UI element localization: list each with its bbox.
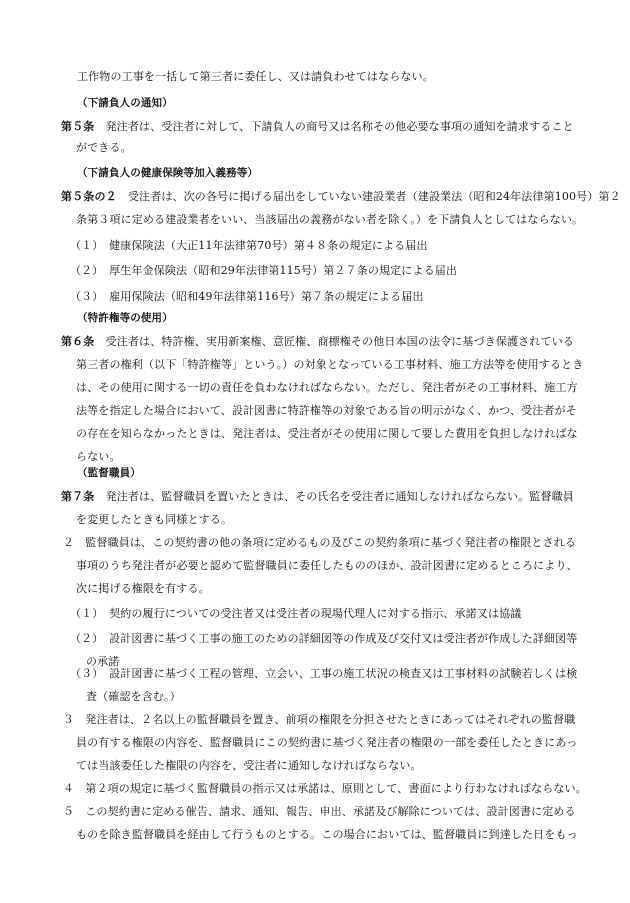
section-heading: （監督職員） bbox=[77, 467, 141, 479]
section-heading: （下請負人の健康保険等加入義務等） bbox=[77, 167, 259, 179]
text-line: 工作物の工事を一括して第三者に委任し、又は請負わせてはならない。 bbox=[77, 70, 434, 83]
article-line: 第６条 受注者は、特許権、実用新案権、意匠権、商標権その他日本国の法令に基づき保護されている bbox=[61, 335, 574, 348]
text-line: を変更したときも同様とする。 bbox=[76, 513, 233, 526]
text-line: の存在を知らなかったときは、発注者は、受注者がその使用に関して要した費用を負担しなければな bbox=[76, 427, 578, 440]
text-line: 査（確認を含む。） bbox=[86, 690, 181, 703]
text-line: 員の有する権限の内容を、監督職員にこの契約書に基づく発注者の権限の一部を委任したときにあっ bbox=[76, 736, 578, 749]
list-item: （２） 厚生年金保険法（昭和29年法律第115号）第２７条の規定による届出 bbox=[70, 264, 458, 277]
paragraph-line: ２ 監督職員は、この契約書の他の条項に定めるもの及びこの契約条項に基づく発注者の権限とされる bbox=[63, 536, 576, 549]
article-line: 第７条 発注者は、監督職員を置いたときは、その氏名を受注者に通知しなければならない。監督職員 bbox=[61, 490, 574, 503]
article-number: 第６条 bbox=[61, 335, 95, 348]
text-line: 次に掲げる権限を有する。 bbox=[76, 582, 210, 595]
section-heading: （特許権等の使用） bbox=[77, 312, 173, 324]
article-number: 第７条 bbox=[61, 490, 95, 503]
list-item: （３） 雇用保険法（昭和49年法律第116号）第７条の規定による届出 bbox=[70, 290, 424, 303]
list-item: （１） 健康保険法（大正11年法律第70号）第４８条の規定による届出 bbox=[70, 239, 428, 252]
paragraph-line: ３ 発注者は、２名以上の監督職員を置き、前項の権限を分担させたときにあってはそれぞれの監督職 bbox=[63, 713, 576, 726]
text-line: 条第３項に定める建設業者をいい、当該届出の義務がない者を除く。）を下請負人としてはならない。 bbox=[76, 213, 584, 226]
text-line: ては当該委任した権限の内容を、受注者に通知しなければならない。 bbox=[76, 759, 422, 772]
paragraph-line: ５ この契約書に定める催告、請求、通知、報告、申出、承諾及び解除については、設計図書に定める bbox=[63, 805, 576, 818]
text-line: ができる。 bbox=[76, 141, 132, 154]
text-line: 事項のうち発注者が必要と認めて監督職員に委任したもののほか、設計図書に定めるところにより、 bbox=[76, 559, 578, 572]
article-line: 第５条 発注者は、受注者に対して、下請負人の商号又は名称その他必要な事項の通知を請求すること bbox=[61, 120, 574, 133]
section-heading: （下請負人の通知） bbox=[77, 97, 173, 109]
list-item: （３） 設計図書に基づく工程の管理、立会い、工事の施工状況の検査又は工事材料の試験若しくは検 bbox=[70, 667, 578, 680]
text-line: 法等を指定した場合において、設計図書に特許権等の対象である旨の明示がなく、かつ、受注者がそ bbox=[76, 404, 577, 417]
text-line: らない。 bbox=[76, 450, 121, 463]
list-item: （２） 設計図書に基づく工事の施工のための詳細図等の作成及び交付又は受注者が作成した詳細図等 bbox=[70, 632, 578, 645]
text-line: 第三者の権利（以下「特許権等」という。）の対象となっている工事材料、施工方法等を使用するとき bbox=[76, 358, 584, 371]
text-line: ものを除き監督職員を経由して行うものとする。この場合においては、監督職員に到達した日をもっ bbox=[76, 828, 578, 841]
article-number: 第５条 bbox=[61, 120, 95, 133]
text-line: は、その使用に関する一切の責任を負わなければならない。ただし、発注者がその工事材料、施工方 bbox=[76, 381, 578, 394]
text-line: の承諾 bbox=[86, 655, 120, 668]
paragraph-line: ４ 第２項の規定に基づく監督職員の指示又は承諾は、原則として、書面により行わなければならない。 bbox=[63, 782, 587, 795]
article-number: 第５条の２ bbox=[61, 190, 117, 203]
article-line: 第５条の２ 受注者は、次の各号に掲げる届出をしていない建設業者（建設業法（昭和24年法律第100号）第２ bbox=[61, 190, 621, 203]
list-item: （１） 契約の履行についての受注者又は受注者の現場代理人に対する指示、承諾又は協議 bbox=[70, 607, 522, 620]
